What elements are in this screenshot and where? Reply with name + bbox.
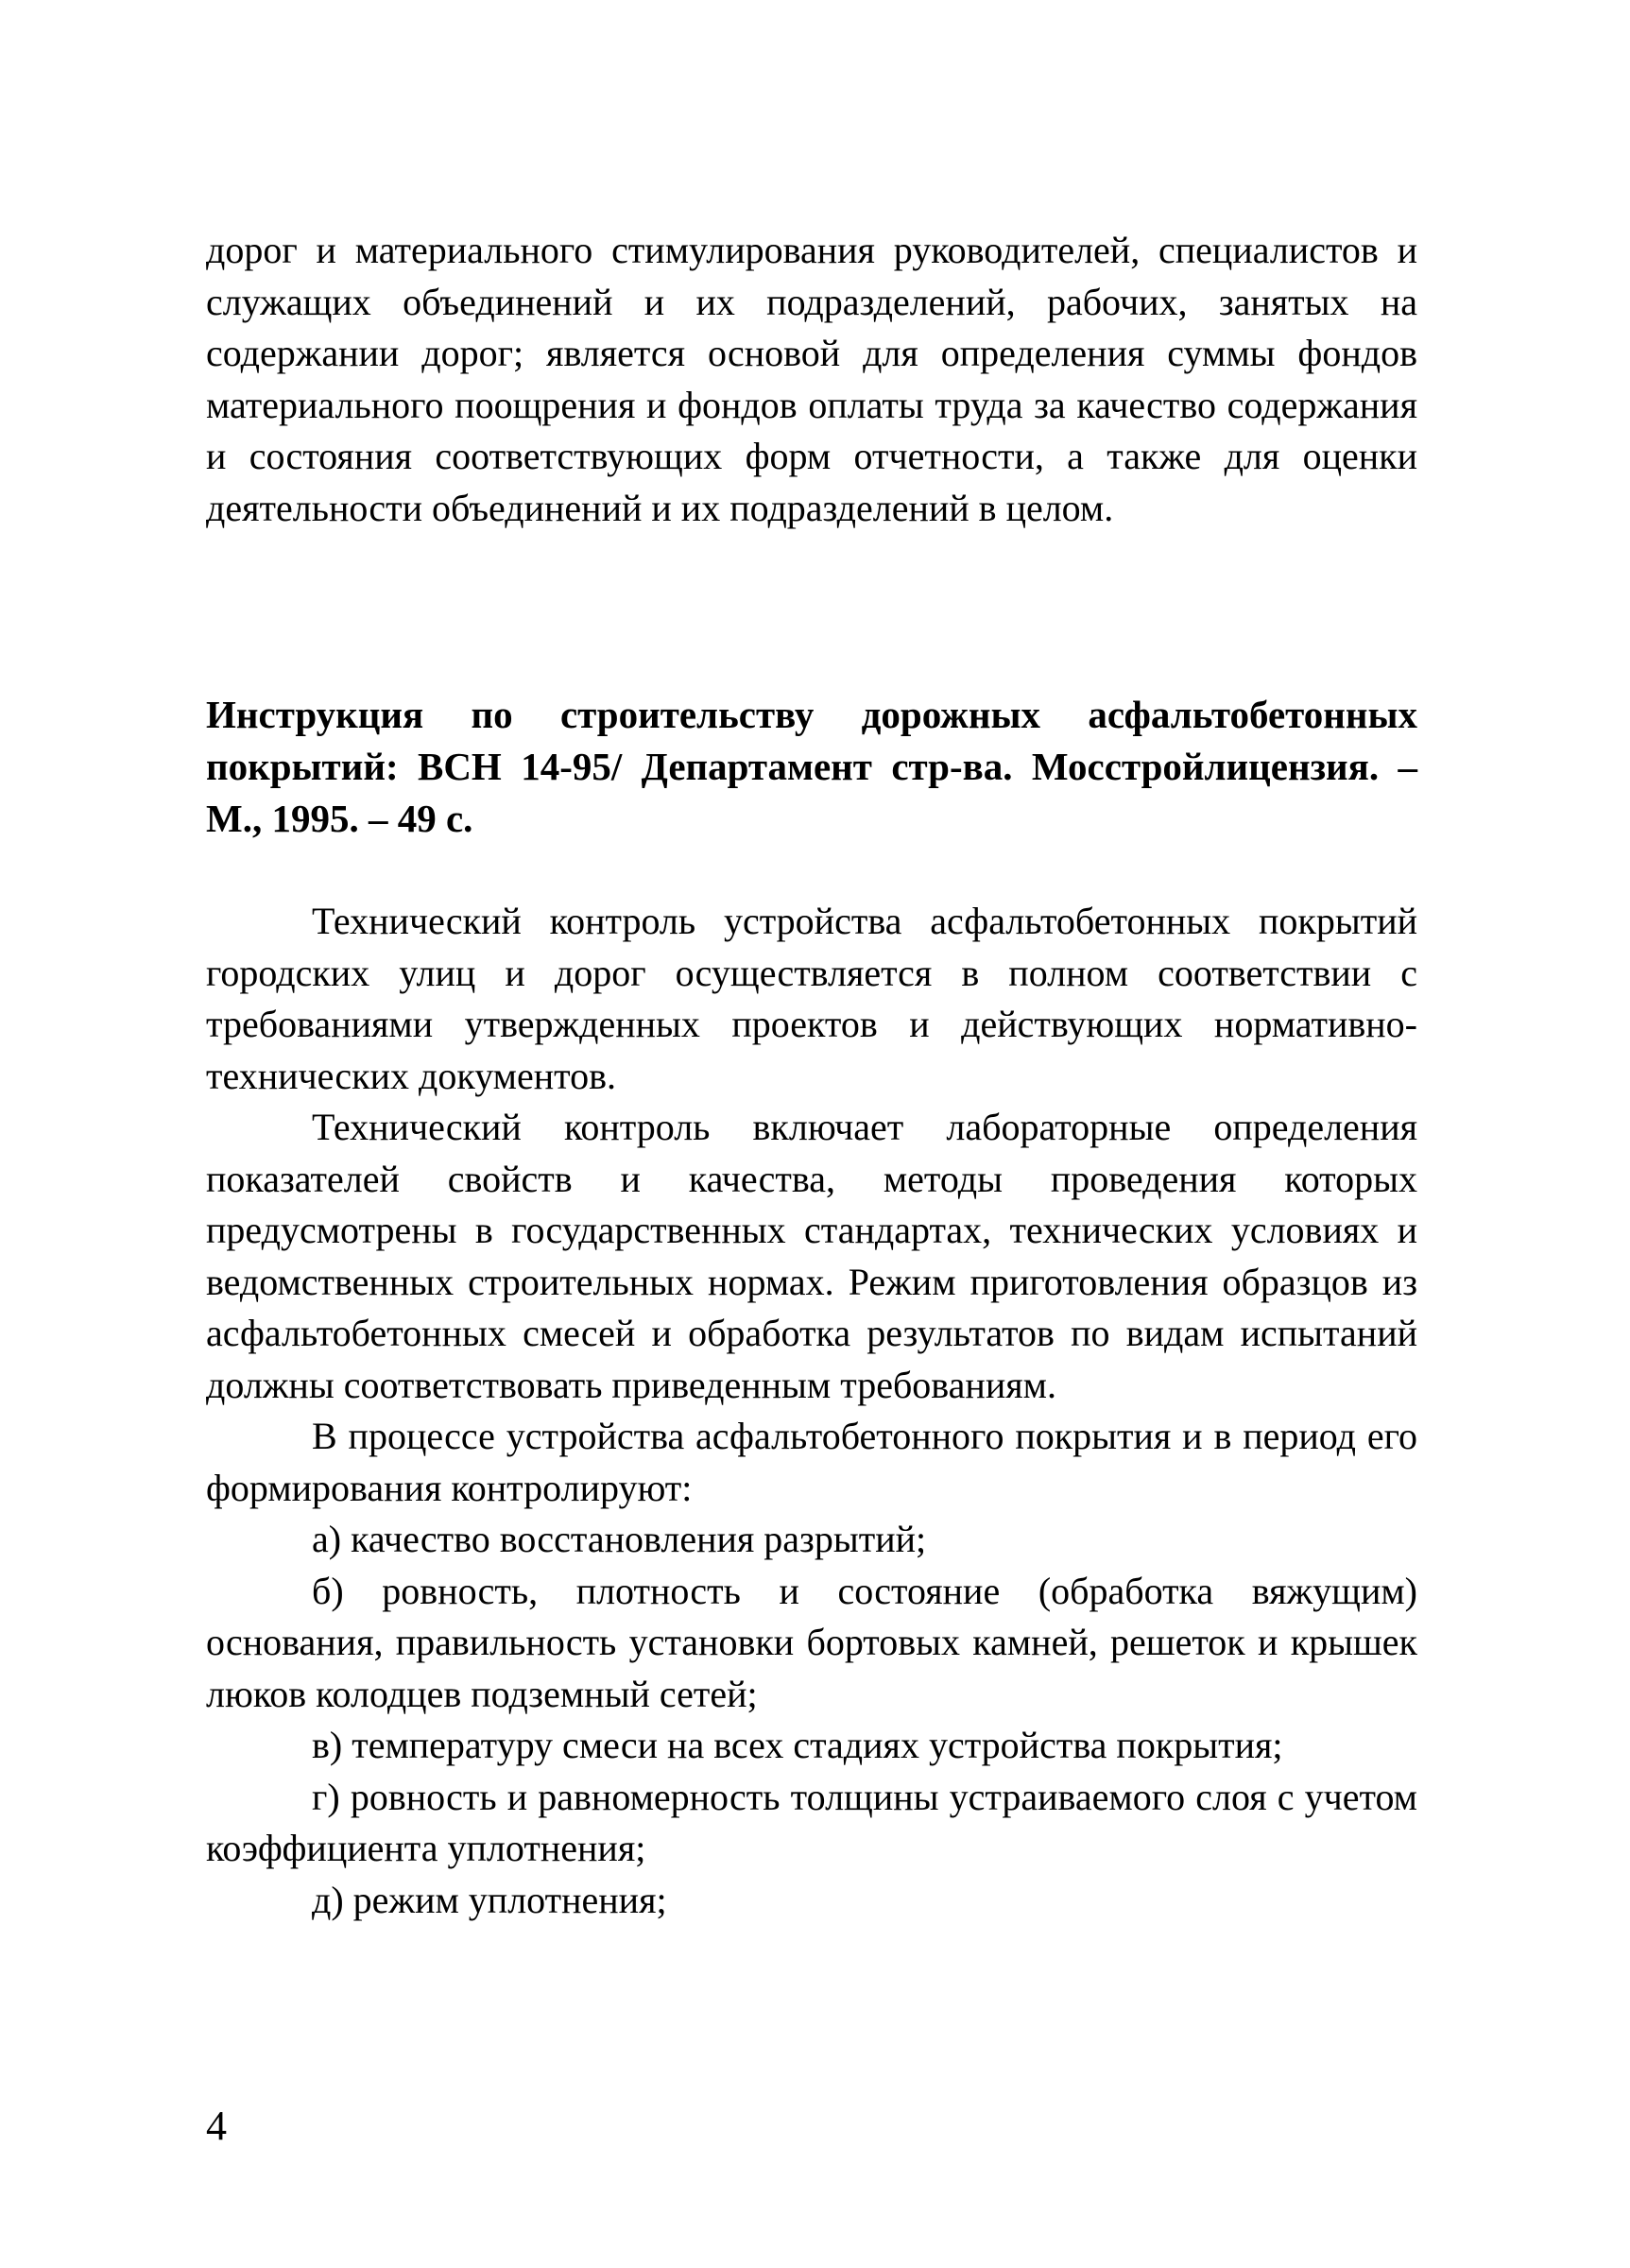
intro-paragraph: дорог и материального стимулирования руководителей, специалистов и служащих объединений и их подразделений, рабочих, занятых на содержании дорог; является основой для определения суммы фондов материального поощрения и фондов оплаты труда за качество содержания и состояния соответствующих форм отчетности, а также для оценки деятельности объединений и их подразделений в целом. <box>206 229 1417 529</box>
body-paragraph: В процессе устройства асфальтобетонного покрытия и в период его формирования контролируют: <box>206 1415 1417 1509</box>
reference-section <box>206 689 1417 845</box>
list-item: д) режим уплотнения; <box>312 1878 667 1921</box>
list-item: г) ровность и равномерность толщины устраиваемого слоя с учетом коэффициента уплотнения; <box>206 1775 1417 1869</box>
body-section <box>206 896 1417 1926</box>
body-paragraph: Технический контроль включает лабораторные определения показателей свойств и качества, методы проведения которых предусмотрены в государственных стандартах, технических условиях и ведомственных строительных нормах. Режим приготовления образцов из асфальтобетонных смесей и обработка результатов по видам испытаний должны соответствовать приведенным требованиям. <box>206 1106 1417 1406</box>
list-item: в) температуру смеси на всех стадиях устройства покрытия; <box>312 1724 1283 1766</box>
body-paragraph: Технический контроль устройства асфальтобетонных покрытий городских улиц и дорог осуществляется в полном соответствии с требованиями утвержденных проектов и действующих нормативно-технических документов. <box>206 900 1417 1097</box>
list-item: б) ровность, плотность и состояние (обработка вяжущим) основания, правильность установки бортовых камней, решеток и крышек люков колодцев подземный сетей; <box>206 1569 1417 1715</box>
list-item: а) качество восстановления разрытий; <box>312 1518 927 1560</box>
page-number: 4 <box>206 2103 227 2149</box>
reference-heading: Инструкция по строительству дорожных асфальтобетонных покрытий: ВСН 14-95/ Департамент стр-ва. Мосстройлицензия. – М., 1995. – 49 с. <box>206 693 1417 840</box>
intro-section <box>206 225 1417 534</box>
